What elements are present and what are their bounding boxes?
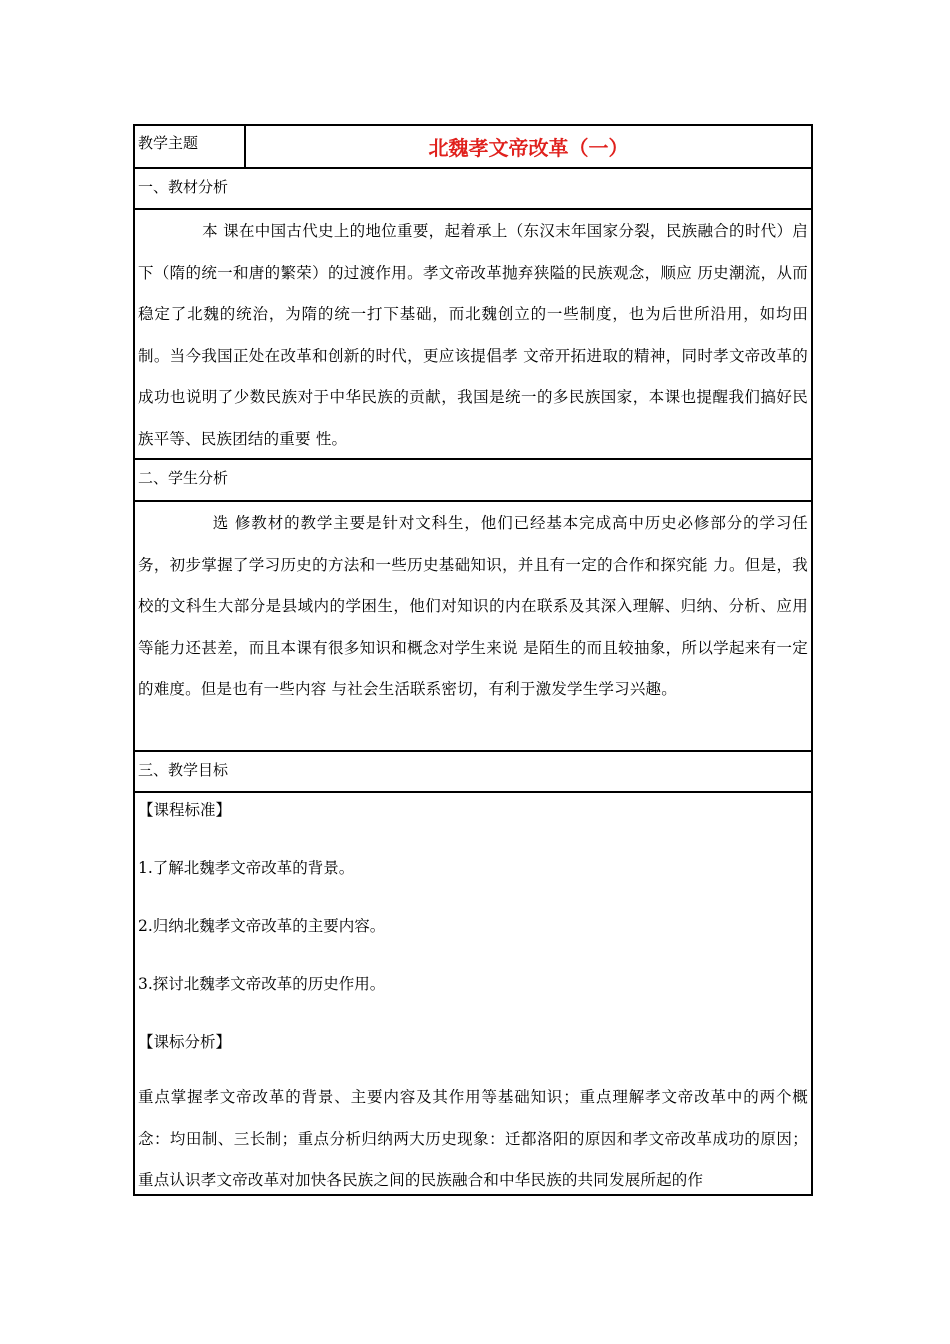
- section-heading-text: 二、学生分析: [138, 469, 229, 487]
- student-analysis-cell: [135, 502, 811, 752]
- goal-item-1: 1.了解北魏孝文帝改革的背景。: [138, 859, 355, 877]
- topic-label: 教学主题: [135, 126, 246, 167]
- standard-analysis-label: 【课标分析】: [138, 1033, 232, 1051]
- section-heading-textbook: [135, 169, 811, 210]
- goal-item-3: 3.探讨北魏孝文帝改革的历史作用。: [138, 975, 386, 993]
- lesson-plan-table: [133, 124, 813, 1196]
- teaching-goals-cell: [135, 793, 811, 1196]
- section-heading-students: [135, 460, 811, 502]
- standard-analysis-text: 重点掌握孝文帝改革的背景、主要内容及其作用等基础知识；重点理解孝文帝改革中的两个概念：均田制、三长制；重点分析归纳两大历史现象：迁都洛阳的原因和孝文帝改革成功的原因；重点认识孝文帝改革对加快各民族之间的民族融合和中华民族的共同发展所起的作: [138, 1088, 808, 1189]
- lesson-title: 北魏孝文帝改革（一）: [428, 136, 629, 160]
- section-heading-text: 一、教材分析: [138, 178, 229, 196]
- student-analysis-text: 选 修教材的教学主要是针对文科生，他们已经基本完成高中历史必修部分的学习任务，初步掌握了学习历史的方法和一些历史基础知识，并且有一定的合作和探究能 力。但是，我校的文科生大部分是县域内的学困生，他们对知识的内在联系及其深入理解、归纳、分析、应用等能力还甚差，而且本课有很多知识和概念对学生来说 是陌生的而且较抽象，所以学起来有一定的难度。但是也有一些内容 与社会生活联系密切，有利于激发学生学习兴趣。: [138, 514, 808, 698]
- textbook-analysis-text: 本 课在中国古代史上的地位重要，起着承上（东汉末年国家分裂，民族融合的时代）启下（隋的统一和唐的繁荣）的过渡作用。孝文帝改革抛弃狭隘的民族观念，顺应 历史潮流，从而稳定了北魏的统治，为隋的统一打下基础，而北魏创立的一些制度，也为后世所沿用，如均田制。当今我国正处在改革和创新的时代，更应该提倡孝 文帝开拓进取的精神，同时孝文帝改革的成功也说明了少数民族对于中华民族的贡献，我国是统一的多民族国家，本课也提醒我们搞好民族平等、民族团结的重要 性。: [138, 222, 808, 448]
- header-row: [135, 126, 811, 169]
- section-heading-goals: [135, 752, 811, 793]
- goal-item-2: 2.归纳北魏孝文帝改革的主要内容。: [138, 917, 386, 935]
- section-heading-text: 三、教学目标: [138, 761, 229, 779]
- course-standard-label: 【课程标准】: [138, 801, 232, 819]
- textbook-analysis-cell: [135, 210, 811, 460]
